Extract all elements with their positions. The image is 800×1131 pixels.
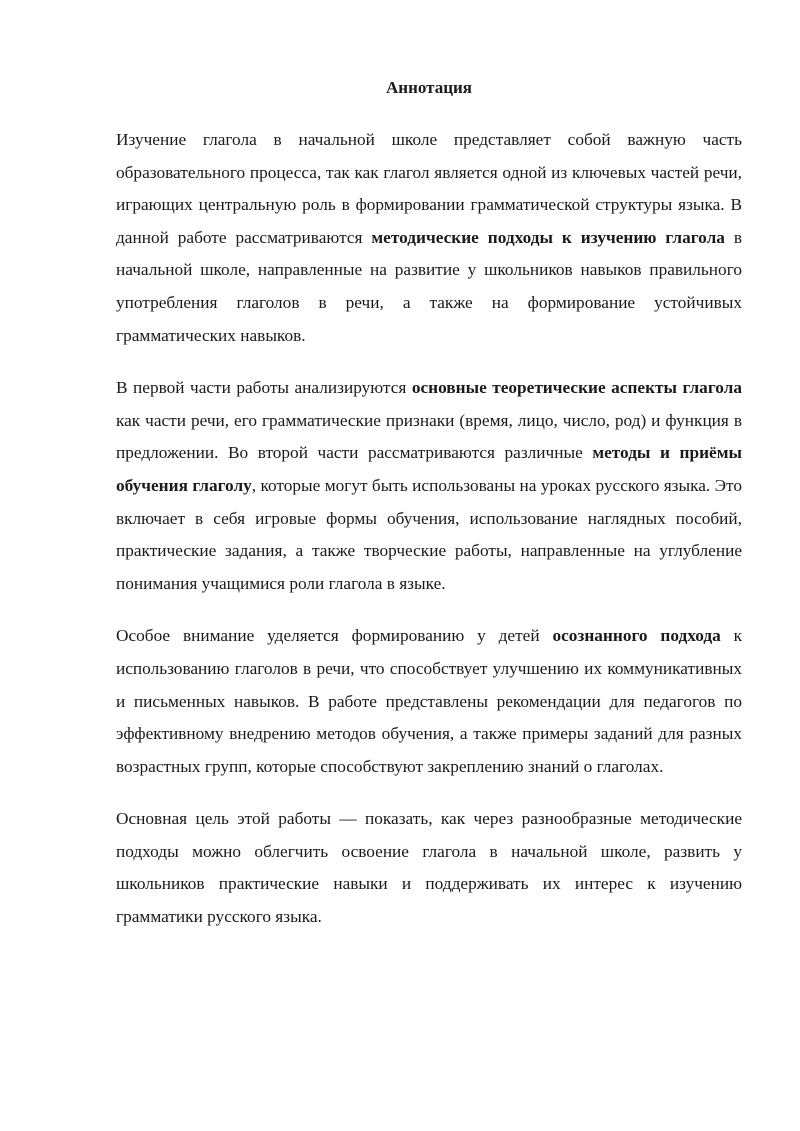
paragraph-2 bbox=[116, 372, 742, 600]
paragraph-2-run-3: как части речи, его грамматические признаки (время, лицо, число, род) и функция в предложении. Во второй части рассматриваются различные bbox=[116, 410, 742, 463]
document-title: Аннотация bbox=[386, 78, 472, 97]
paragraph-1-bold-methodical-approaches: методические подходы к изучению глагола bbox=[371, 227, 725, 247]
paragraph-2-run-1: В первой части работы анализируются bbox=[116, 378, 412, 398]
paragraph-3-bold-conscious-approach: осознанного подхода bbox=[552, 626, 721, 646]
paragraph-3-run-3: к использованию глаголов в речи, что способствует улучшению их коммуникативных и письменных навыков. В работе представлены рекомендации для педагогов по эффективному внедрению методов обучения, а также примеры заданий для разных возрастных групп, которые способствуют закреплению знаний о глаголах. bbox=[116, 626, 742, 776]
paragraph-4-run-1: Основная цель этой работы — показать, как через разнообразные методические подходы можно облегчить освоение глагола в начальной школе, развить у школьников практические навыки и поддерживать их интерес к изучению грамматики русского языка. bbox=[116, 809, 742, 927]
paragraph-1-run-3: в начальной школе, направленные на развитие у школьников навыков правильного употребления глаголов в речи, а также на формирование устойчивых грамматических навыков. bbox=[116, 227, 742, 345]
paragraph-1 bbox=[116, 124, 742, 352]
paragraph-2-bold-methods: методы и приёмы обучения глаголу bbox=[116, 443, 742, 495]
paragraph-4 bbox=[116, 803, 742, 933]
paragraph-3 bbox=[116, 620, 742, 783]
paragraph-3-run-1: Особое внимание уделяется формированию у детей bbox=[116, 626, 553, 646]
paragraph-2-bold-theoretical-aspects: основные теоретические аспекты глагола bbox=[411, 378, 742, 398]
paragraph-1-run-1: Изучение глагола в начальной школе представляет собой важную часть образовательного процесса, так как глагол является одной из ключевых частей речи, играющих центральную роль в формировании грамматической структуры языка. В данной работе рассматриваются bbox=[116, 130, 742, 247]
paragraph-2-run-5: , которые могут быть использованы на уроках русского языка. Это включает в себя игровые формы обучения, использование наглядных пособий, практические задания, а также творческие работы, направленные на углубление понимания учащимися роли глагола в языке. bbox=[116, 475, 742, 593]
